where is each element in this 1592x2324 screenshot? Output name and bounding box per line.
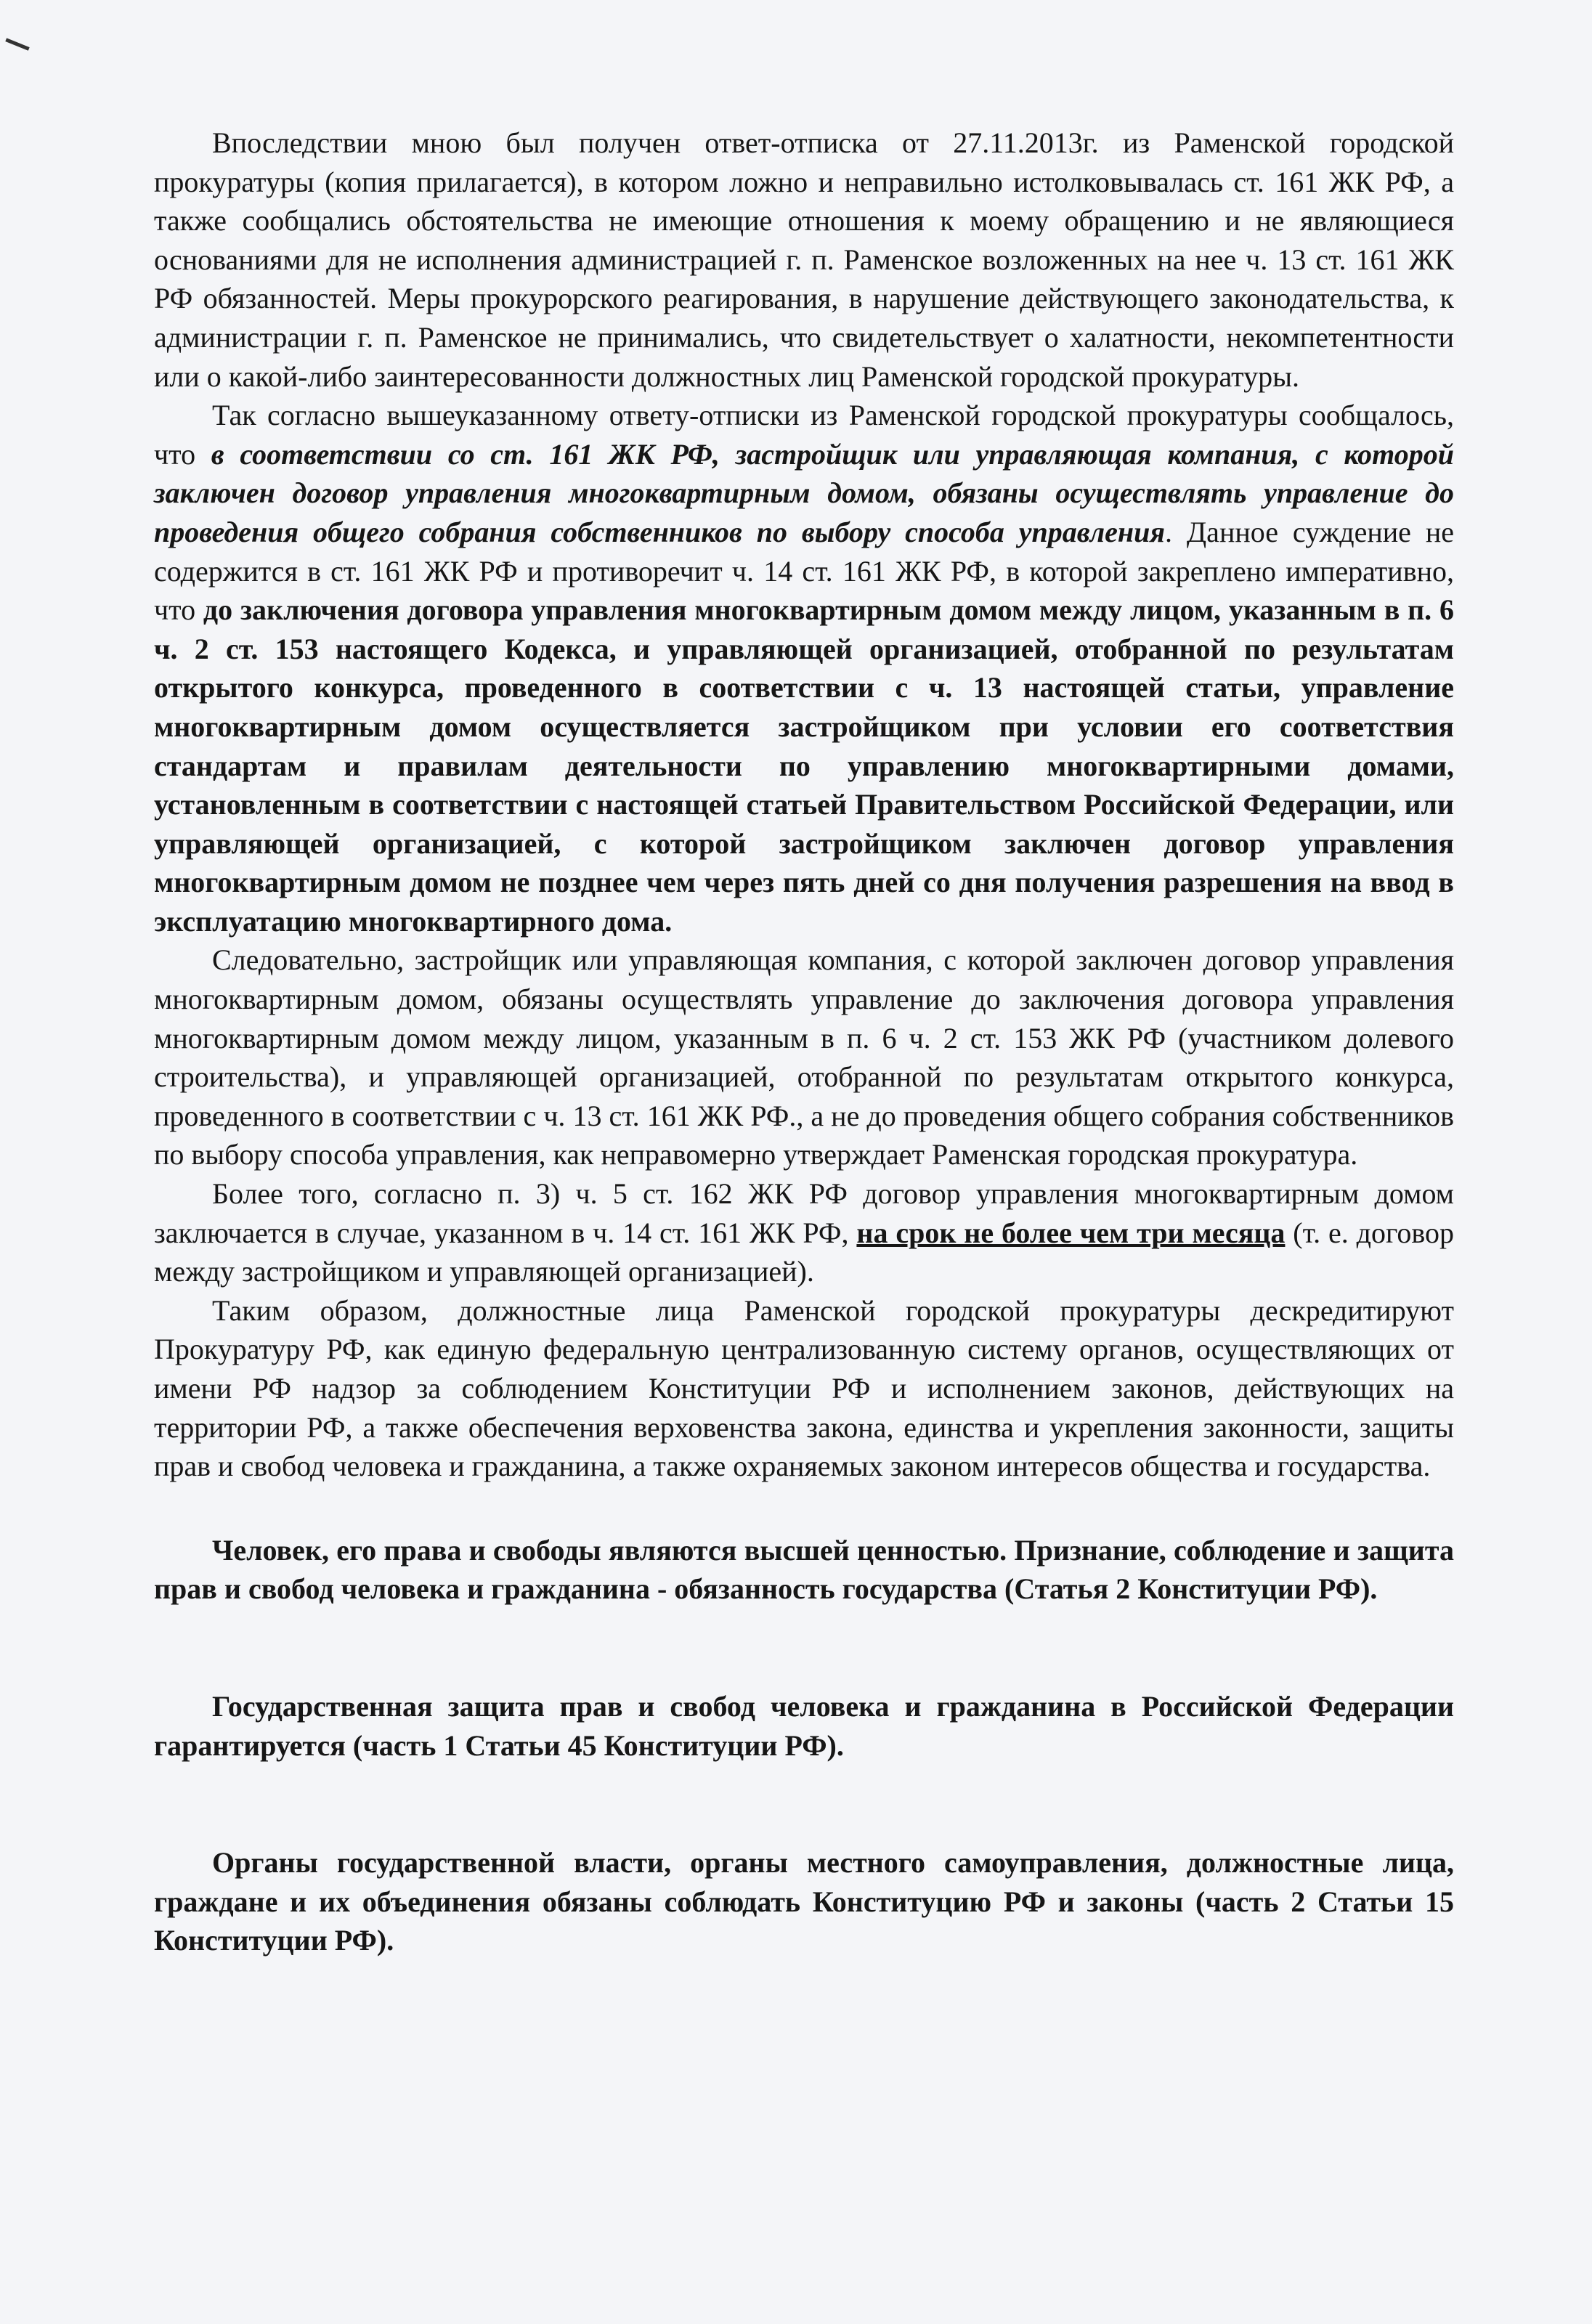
paragraph-2 [154, 396, 1454, 940]
constitution-quote-2: Государственная защита прав и свобод человека и гражданина в Российской Федерации гарантируется (часть 1 Статьи 45 Конституции РФ). [154, 1689, 1454, 1762]
paragraph-1 [154, 123, 1454, 396]
constitution-quote-1: Человек, его права и свободы являются высшей ценностью. Признание, соблюдение и защита прав и свобод человека и гражданина - обязанность государства (Статья 2 Конституции РФ). [154, 1533, 1454, 1606]
paragraph-2-intro: Так согласно вышеуказанному ответу-отписки из Раменской городской прокуратуры сообщалось, что [154, 399, 1454, 471]
paragraph-4 [154, 1174, 1454, 1291]
paragraph-5 [154, 1291, 1454, 1486]
scan-mark [1, 38, 29, 61]
paragraph-3-text: Следовательно, застройщик или управляющая компания, с которой заключен договор управления многоквартирным домом, обязаны осуществлять управление до заключения договора управления многоквартирным домом между лицом, указанным в п. 6 ч. 2 ст. 153 ЖК РФ (участником долевого строительства), и управляющей организацией, отобранной по результатам открытого конкурса, проведенного в соответствии с ч. 13 ст. 161 ЖК РФ., а не до проведения общего собрания собственников по выбору способа управления, как неправомерно утверждает Раменская городская прокуратура. [154, 943, 1454, 1171]
constitution-quote-3: Органы государственной власти, органы местного самоуправления, должностные лица, граждане и их объединения обязаны соблюдать Конституцию РФ и законы (часть 2 Статьи 15 Конституции РФ). [154, 1846, 1454, 1957]
paragraph-3 [154, 940, 1454, 1174]
paragraph-1-text: Впоследствии мною был получен ответ-отписка от 27.11.2013г. из Раменской городской прокуратуры (копия прилагается), в котором ложно и неправильно истолковывалась ст. 161 ЖК РФ, а также сообщались обстоятельства не имеющие отношения к моему обращению и не являющиеся основаниями для не исполнения администрацией г. п. Раменское возложенных на нее ч. 13 ст. 161 ЖК РФ обязанностей. Меры прокурорского реагирования, в нарушение действующего законодательства, к администрации г. п. Раменское не принимались, что свидетельствует о халатности, некомпетентности или о какой-либо заинтересованности должностных лиц Раменской городской прокуратуры. [154, 126, 1454, 393]
quoted-prosecutor-answer: в соответствии со ст. 161 ЖК РФ, застройщик или управляющая компания, с которой заключен договор управления многоквартирным домом, обязаны осуществлять управление до проведения общего собрания собственников по выбору способа управления [154, 437, 1454, 548]
law-excerpt: до заключения договора управления многоквартирным домом между лицом, указанным в п. 6 ч. 2 ст. 153 настоящего Кодекса, и управляющей организацией, отобранной по результатам открытого конкурса, проведенного в соответствии с ч. 13 настоящей статьи, управление многоквартирным домом осуществляется застройщиком при условии его соответствия стандартам и правилам деятельности по управлению многоквартирными домами, установленным в соответствии с настоящей статьей Правительством Российской Федерации, или управляющей организацией, с которой застройщиком заключен договор управления многоквартирным домом не позднее чем через пять дней со дня получения разрешения на ввод в эксплуатацию многоквартирного дома. [154, 593, 1454, 938]
term-limit-emphasis: на срок не более чем три месяца [856, 1216, 1286, 1249]
paragraph-4-end: (т. е. договор между застройщиком и управляющей организацией). [154, 1216, 1454, 1288]
document-body [154, 123, 1454, 1960]
paragraph-4-intro: Более того, согласно п. 3) ч. 5 ст. 162 ЖК РФ договор управления многоквартирным домом заключается в случае, указанном в ч. 14 ст. 161 ЖК РФ, [154, 1177, 1454, 1249]
paragraph-5-text: Таким образом, должностные лица Раменской городской прокуратуры дескредитируют Прокуратуру РФ, как единую федеральную централизованную систему органов, осуществляющих от имени РФ надзор за соблюдением Конституции РФ и исполнением законов, действующих на территории РФ, а также обеспечения верховенства закона, единства и укрепления законности, защиты прав и свобод человека и гражданина, а также охраняемых законом интересов общества и государства. [154, 1293, 1454, 1483]
paragraph-2-middle: . Данное суждение не содержится в ст. 161 ЖК РФ и противоречит ч. 14 ст. 161 ЖК РФ, в которой закреплено императивно, что [154, 515, 1454, 627]
